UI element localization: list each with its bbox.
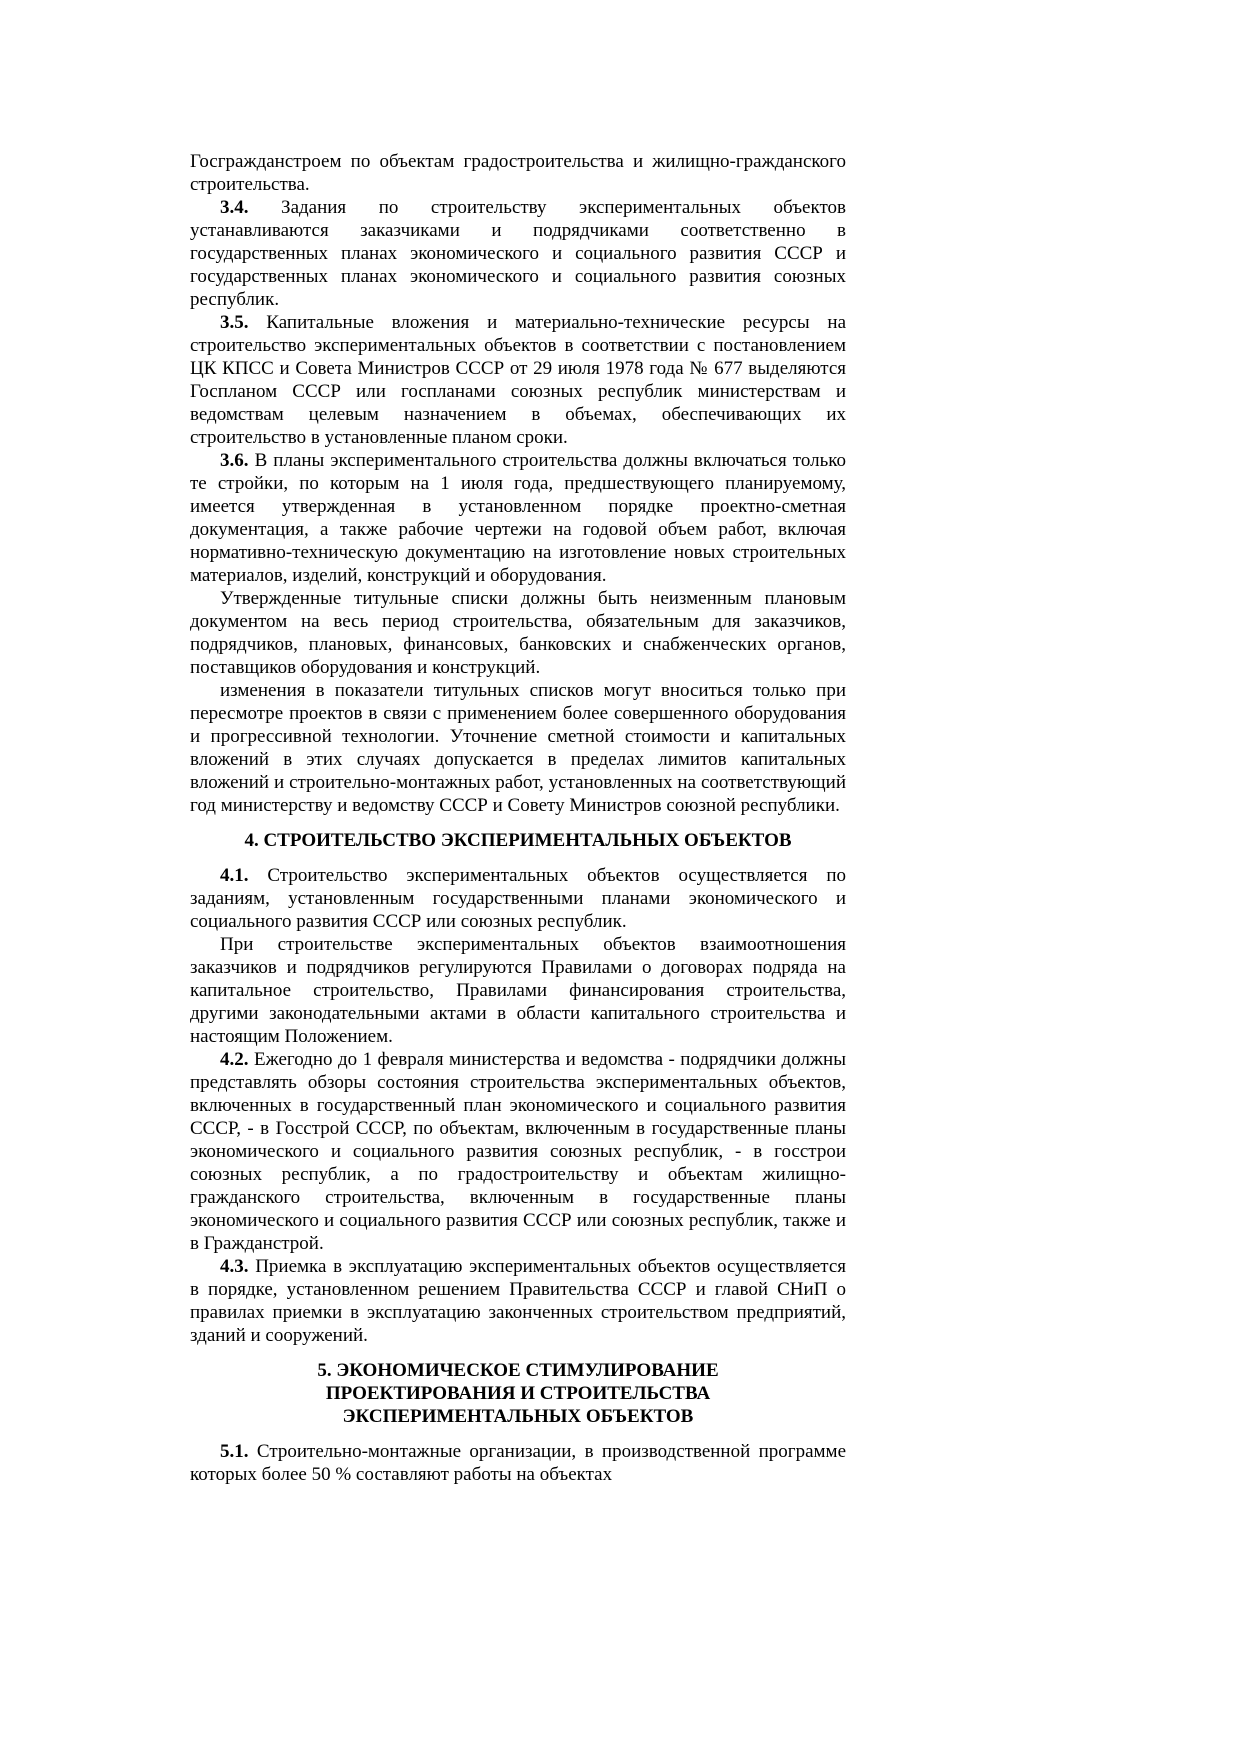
- section-4-heading: [190, 829, 846, 852]
- clause-text: Строительно-монтажные организации, в производственной программе которых более 50 % составляют работы на объектах: [190, 1441, 847, 1485]
- heading-line: ЭКСПЕРИМЕНТАЛЬНЫХ ОБЪЕКТОВ: [342, 1406, 694, 1427]
- clause-number: 5.1.: [220, 1441, 249, 1462]
- heading-line: ПРОЕКТИРОВАНИЯ И СТРОИТЕЛЬСТВА: [325, 1383, 711, 1404]
- clause-3-5: [190, 311, 846, 449]
- clause-number: 3.6.: [220, 450, 249, 471]
- clause-5-1: [190, 1440, 846, 1486]
- paragraph-text: изменения в показатели титульных списков могут вноситься только при пересмотре проектов в связи с применением более совершенного оборудования и прогрессивной технологии. Уточнение сметной стоимости и капитальных вложений в этих случаях допускается в пределах лимитов капитальных вложений и строительно-монтажных работ, установленных на соответствующий год министерству и ведомству СССР и Совету Министров союзной республики.: [190, 680, 846, 816]
- clause-3-6: [190, 449, 846, 587]
- paragraph-text: Утвержденные титульные списки должны быть неизменным плановым документом на весь период строительства, обязательным для заказчиков, подрядчиков, плановых, финансовых, банковских и снабженческих органов, поставщиков оборудования и конструкций.: [190, 588, 846, 678]
- paragraph-continuation: [190, 150, 846, 196]
- paragraph-changes: [190, 679, 846, 817]
- clause-number: 4.1.: [220, 865, 249, 886]
- heading-text: 4. СТРОИТЕЛЬСТВО ЭКСПЕРИМЕНТАЛЬНЫХ ОБЪЕКТОВ: [244, 830, 792, 851]
- clause-4-1: [190, 864, 846, 933]
- paragraph-text: При строительстве экспериментальных объектов взаимоотношения заказчиков и подрядчиков регулируются Правилами о договорах подряда на капитальное строительство, Правилами финансирования строительства, другими законодательными актами в области капитального строительства и настоящим Положением.: [190, 934, 846, 1047]
- section-5-heading: [190, 1359, 846, 1428]
- clause-text: Приемка в эксплуатацию экспериментальных объектов осуществляется в порядке, установленном решением Правительства СССР и главой СНиП о правилах приемки в эксплуатацию законченных строительством предприятий, зданий и сооружений.: [190, 1256, 846, 1346]
- clause-text: В планы экспериментального строительства должны включаться только те стройки, по которым на 1 июля года, предшествующего планируемому, имеется утвержденная в установленном порядке проектно-сметная документация, а также рабочие чертежи на годовой объем работ, включая нормативно-техническую документацию на изготовление новых строительных материалов, изделий, конструкций и оборудования.: [190, 450, 846, 586]
- heading-line: 5. ЭКОНОМИЧЕСКОЕ СТИМУЛИРОВАНИЕ: [317, 1360, 719, 1381]
- clause-number: 4.3.: [220, 1256, 249, 1277]
- clause-text: Задания по строительству экспериментальных объектов устанавливаются заказчиками и подрядчиками соответственно в государственных планах экономического и социального развития СССР и государственных планах экономического и социального развития союзных республик.: [190, 197, 846, 310]
- paragraph-title-lists: [190, 587, 846, 679]
- clause-number: 3.4.: [220, 197, 249, 218]
- clause-4-2: [190, 1048, 846, 1255]
- clause-3-4: [190, 196, 846, 311]
- clause-4-3: [190, 1255, 846, 1347]
- clause-text: Капитальные вложения и материально-технические ресурсы на строительство экспериментальных объектов в соответствии с постановлением ЦК КПСС и Совета Министров СССР от 29 июля 1978 года № 677 выделяются Госпланом СССР или госпланами союзных республик министерствам и ведомствам целевым назначением в объемах, обеспечивающих их строительство в установленные планом сроки.: [190, 312, 847, 448]
- clause-text: Ежегодно до 1 февраля министерства и ведомства - подрядчики должны представлять обзоры состояния строительства экспериментальных объектов, включенных в государственный план экономического и социального развития СССР, - в Госстрой СССР, по объектам, включенным в государственные планы экономического и социального развития союзных республик, - в госстрои союзных республик, а по градостроительству и объектам жилищно-гражданского строительства, включенным в государственные планы экономического и социального развития СССР или союзных республик, также и в Гражданстрой.: [190, 1049, 846, 1254]
- document-page: [190, 150, 846, 1486]
- clause-text: Строительство экспериментальных объектов осуществляется по заданиям, установленным государственными планами экономического и социального развития СССР или союзных республик.: [190, 865, 847, 932]
- paragraph-text: Госгражданстроем по объектам градостроительства и жилищно-гражданского строительства.: [190, 151, 846, 195]
- clause-number: 4.2.: [220, 1049, 249, 1070]
- clause-number: 3.5.: [220, 312, 249, 333]
- paragraph-relations: [190, 933, 846, 1048]
